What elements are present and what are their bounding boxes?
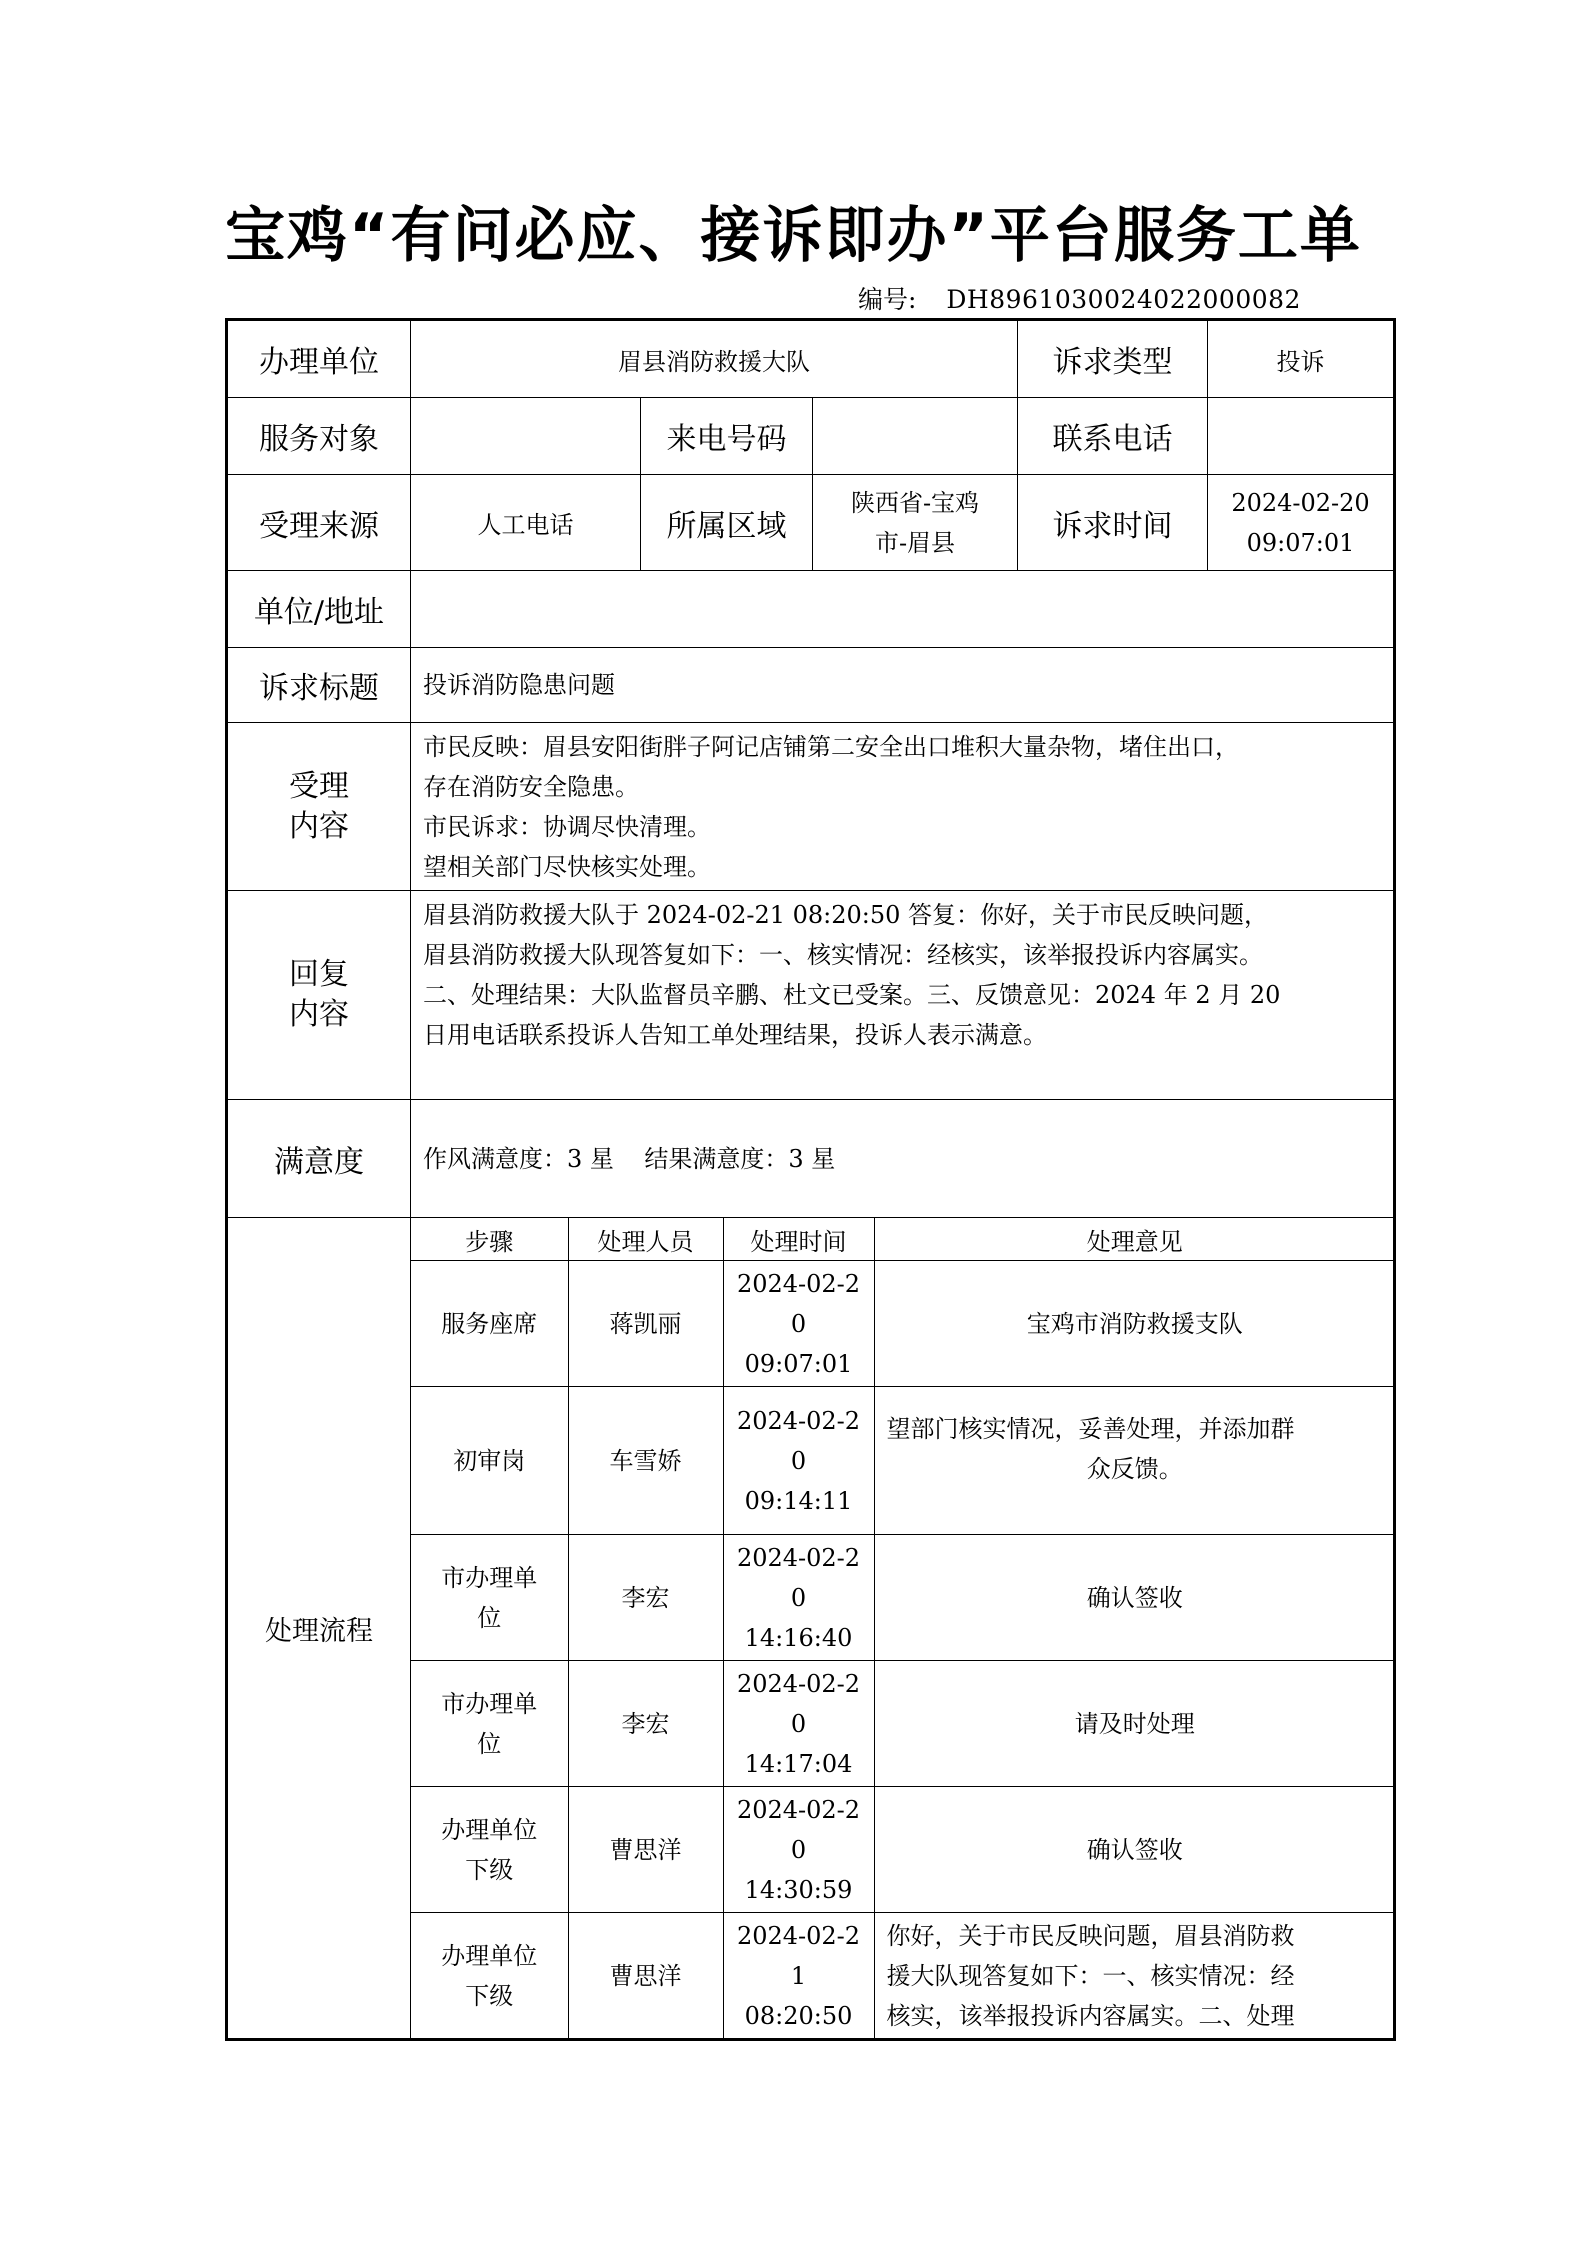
row-content [227,723,1395,891]
source-label: 受理来源 [227,475,411,571]
time-line: 09:07:01 [744,1349,853,1378]
caller-value [813,398,1018,475]
time-line: 2024-02-2 [736,1669,861,1698]
header-opinion: 处理意见 [874,1218,1395,1261]
step-line: 服务座席 [441,1309,538,1338]
row-source [227,475,1395,571]
document-number-value: DH8961030024022000082 [946,285,1301,314]
process-row [411,1535,1395,1661]
time-line: 0 [790,1583,807,1612]
person-cell: 李宏 [568,1535,723,1661]
row-reply [227,891,1395,1100]
time-line: 2024-02-2 [736,1795,861,1824]
step-line: 市办理单 [441,1689,538,1718]
opinion-cell [874,1787,1395,1913]
time-line: 1 [790,1961,807,1990]
time-cell [723,1387,874,1535]
time-cell [723,1261,874,1387]
step-line: 位 [477,1729,502,1758]
step-line: 市办理单 [441,1563,538,1592]
time-cell [723,1661,874,1787]
subject-label: 诉求标题 [227,648,411,723]
content-label-line-2: 内容 [289,808,349,844]
content-label [227,723,411,891]
reply-value [411,891,1395,1100]
time-value [1208,475,1395,571]
opinion-line: 确认签收 [1086,1583,1183,1612]
reply-label-line-1: 回复 [289,957,349,992]
target-label: 服务对象 [227,398,411,475]
type-value: 投诉 [1208,320,1395,398]
step-line: 办理单位 [441,1815,538,1844]
opinion-cell [874,1387,1395,1535]
step-line: 初审岗 [453,1446,526,1475]
reply-line: 二、处理结果：大队监督员辛鹏、杜文已受案。三、反馈意见：2024 年 2 月 20 [423,981,1281,1009]
target-value [411,398,641,475]
opinion-line: 众反馈。 [1086,1455,1183,1483]
time-line: 09:14:11 [744,1486,853,1515]
region-line-1: 陕西省-宝鸡 [850,488,980,517]
step-line: 下级 [465,1855,514,1884]
opinion-cell [874,1261,1395,1387]
type-label: 诉求类型 [1018,320,1208,398]
content-value [411,723,1395,891]
satisfaction-value: 作风满意度：3 星 结果满意度：3 星 [411,1100,1395,1218]
address-label: 单位/地址 [227,571,411,648]
content-line: 市民诉求：协调尽快清理。 [423,813,711,841]
time-line-1: 2024-02-20 [1231,488,1370,517]
time-line: 08:20:50 [744,2001,853,2030]
row-process [227,1218,1395,2040]
step-line: 下级 [465,1981,514,2010]
process-row [411,1913,1395,2039]
person-cell: 车雪娇 [568,1387,723,1535]
time-line: 14:16:40 [744,1623,853,1652]
process-cell [411,1218,1395,2040]
time-cell [723,1913,874,2039]
step-cell [411,1661,568,1787]
time-line: 0 [790,1309,807,1338]
reply-line: 日用电话联系投诉人告知工单处理结果，投诉人表示满意。 [423,1021,1047,1049]
header-time: 处理时间 [723,1218,874,1261]
person-cell: 曹思洋 [568,1787,723,1913]
opinion-line: 援大队现答复如下：一、核实情况：经 [886,1961,1295,1990]
step-cell [411,1261,568,1387]
opinion-line: 望部门核实情况，妥善处理，并添加群 [886,1415,1295,1443]
document-number [858,284,1301,316]
satisfaction-label: 满意度 [227,1100,411,1218]
unit-label: 办理单位 [227,320,411,398]
reply-label-line-2: 内容 [289,997,349,1032]
opinion-line: 请及时处理 [1074,1709,1195,1738]
opinion-cell [874,1535,1395,1661]
document-number-label: 编号: [858,285,917,314]
opinion-cell [874,1661,1395,1787]
process-table [411,1218,1395,2038]
header-person: 处理人员 [568,1218,723,1261]
time-line: 2024-02-2 [736,1269,861,1298]
content-line: 市民反映：眉县安阳街胖子阿记店铺第二安全出口堆积大量杂物，堵住出口， [423,733,1239,761]
row-address [227,571,1395,648]
time-line: 14:30:59 [744,1875,853,1904]
time-line: 0 [790,1446,807,1475]
row-satisfaction [227,1100,1395,1218]
subject-value: 投诉消防隐患问题 [411,648,1395,723]
opinion-line: 确认签收 [1086,1835,1183,1864]
time-cell [723,1787,874,1913]
time-line: 0 [790,1709,807,1738]
region-value [813,475,1018,571]
unit-value: 眉县消防救援大队 [411,320,1018,398]
step-line: 办理单位 [441,1941,538,1970]
process-row [411,1787,1395,1913]
time-line: 2024-02-2 [736,1921,861,1950]
process-row [411,1261,1395,1387]
process-row [411,1387,1395,1535]
region-line-2: 市-眉县 [874,528,956,557]
contact-label: 联系电话 [1018,398,1208,475]
time-cell [723,1535,874,1661]
process-label: 处理流程 [227,1218,411,2040]
time-line: 14:17:04 [744,1749,853,1778]
time-line: 2024-02-2 [736,1543,861,1572]
opinion-line: 宝鸡市消防救援支队 [1026,1309,1243,1338]
row-unit [227,320,1395,398]
content-line: 存在消防安全隐患。 [423,773,639,801]
row-target [227,398,1395,475]
time-line-2: 09:07:01 [1246,528,1355,557]
opinion-line: 核实，该举报投诉内容属实。二、处理 [886,2001,1295,2030]
opinion-line: 你好，关于市民反映问题，眉县消防救 [886,1921,1295,1950]
person-cell: 李宏 [568,1661,723,1787]
page-title: 宝鸡“有问必应、接诉即办”平台服务工单 [225,201,1362,271]
contact-value [1208,398,1395,475]
time-line: 2024-02-2 [736,1406,861,1435]
step-line: 位 [477,1603,502,1632]
step-cell [411,1535,568,1661]
step-cell [411,1787,568,1913]
region-label: 所属区域 [641,475,813,571]
person-cell: 蒋凯丽 [568,1261,723,1387]
source-value: 人工电话 [411,475,641,571]
address-value [411,571,1395,648]
step-cell [411,1387,568,1535]
time-label: 诉求时间 [1018,475,1208,571]
caller-label: 来电号码 [641,398,813,475]
reply-line: 眉县消防救援大队现答复如下：一、核实情况：经核实，该举报投诉内容属实。 [423,941,1263,969]
step-cell [411,1913,568,2039]
reply-label [227,891,411,1100]
process-header-row [411,1218,1395,1261]
person-cell: 曹思洋 [568,1913,723,2039]
content-label-line-1: 受理 [289,768,349,804]
row-subject [227,648,1395,723]
content-line: 望相关部门尽快核实处理。 [423,853,711,881]
work-order-table [225,318,1396,2041]
reply-line: 眉县消防救援大队于 2024-02-21 08:20:50 答复：你好，关于市民反映问题， [423,901,1269,929]
process-row [411,1661,1395,1787]
header-step: 步骤 [411,1218,568,1261]
opinion-cell [874,1913,1395,2039]
time-line: 0 [790,1835,807,1864]
